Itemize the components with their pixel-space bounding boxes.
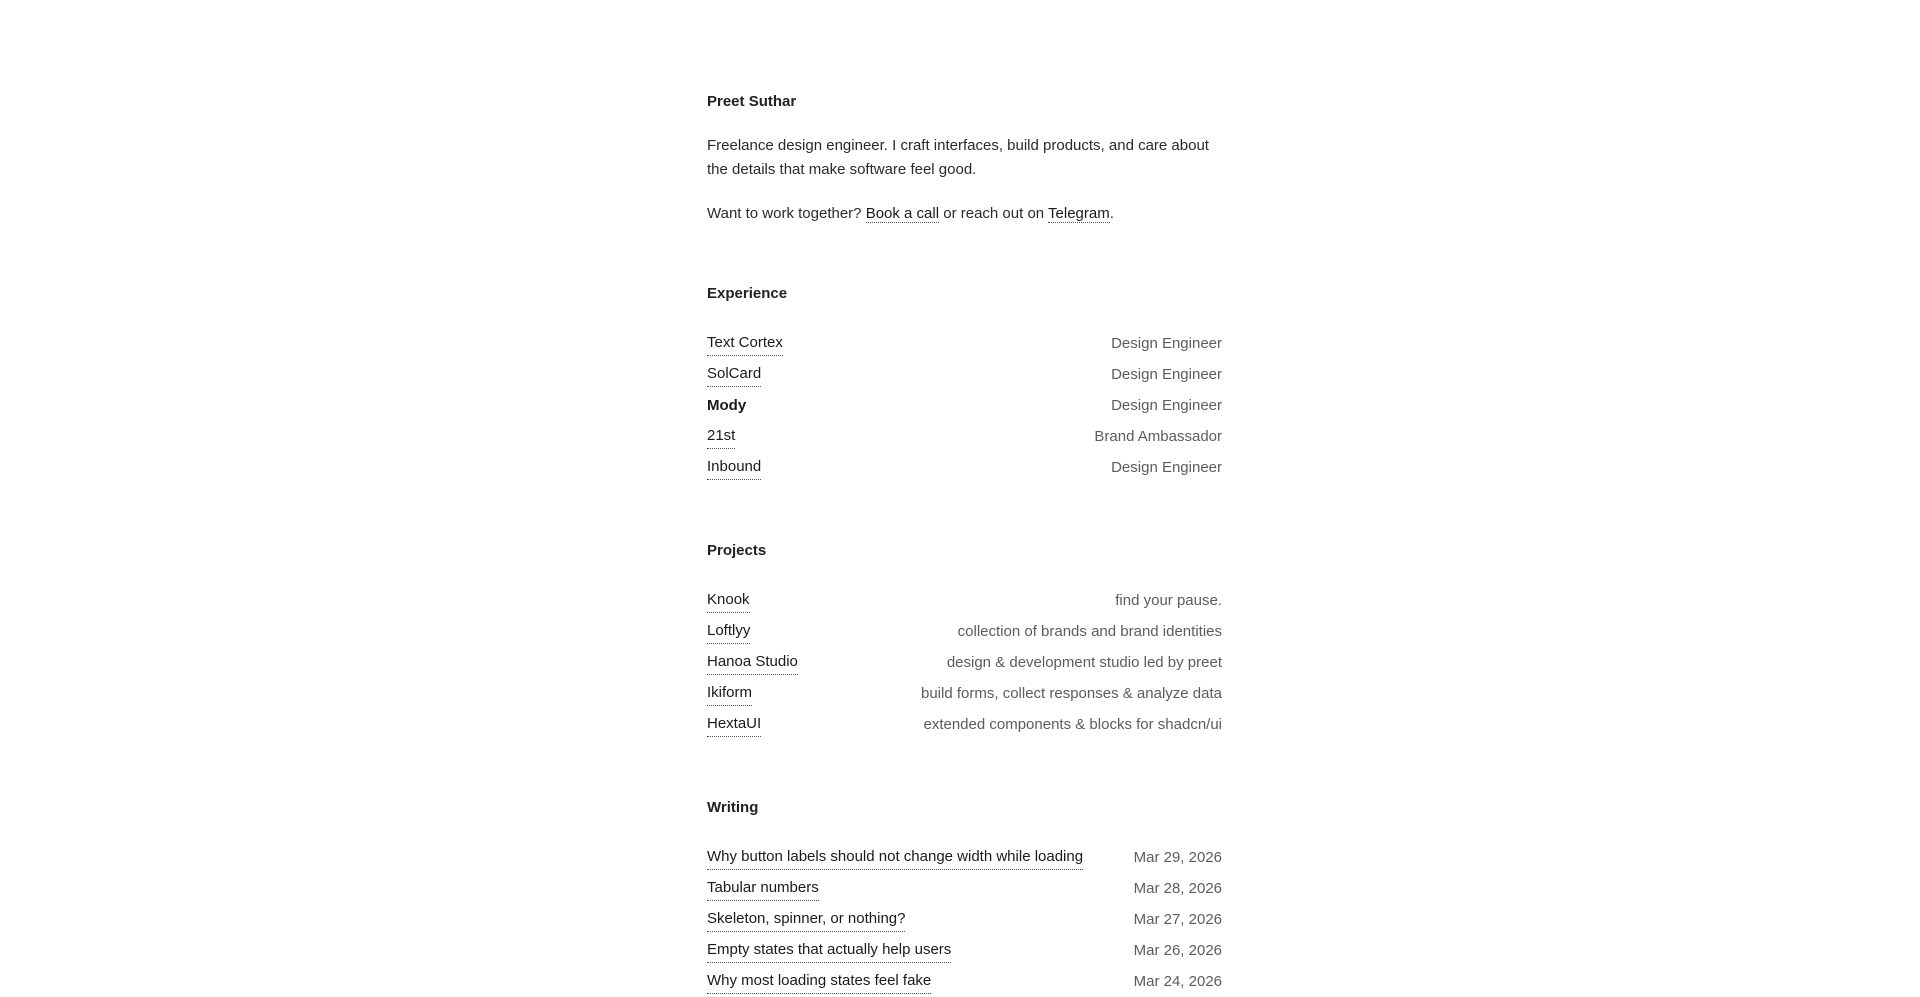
article-row [707, 873, 1222, 904]
article-link[interactable]: Skeleton, spinner, or nothing? [707, 907, 905, 932]
article-date: Mar 24, 2026 [1133, 972, 1222, 990]
project-link[interactable]: Loftlyy [707, 619, 750, 644]
experience-company-link[interactable]: SolCard [707, 362, 761, 387]
experience-role: Design Engineer [1111, 365, 1222, 383]
article-link[interactable]: Tabular numbers [707, 876, 819, 901]
projects-section [707, 539, 1222, 740]
article-link[interactable]: Empty states that actually help users [707, 938, 951, 963]
article-row [707, 966, 1222, 997]
contact-line [707, 202, 1222, 226]
profile-bio: Freelance design engineer. I craft interfaces, build products, and care about the details that make software feel good. [707, 137, 1209, 178]
experience-role: Design Engineer [1111, 458, 1222, 476]
project-link[interactable]: Knook [707, 588, 750, 613]
contact-suffix: . [1109, 205, 1114, 222]
project-description: build forms, collect responses & analyze data [921, 684, 1222, 702]
contact-middle: or reach out on [939, 205, 1049, 222]
project-row [707, 616, 1222, 647]
project-row [707, 709, 1222, 740]
project-row [707, 678, 1222, 709]
telegram-link[interactable]: Telegram [1048, 205, 1110, 222]
experience-row [707, 421, 1222, 452]
experience-row [707, 328, 1222, 359]
article-date: Mar 28, 2026 [1133, 879, 1222, 897]
writing-title: Writing [707, 799, 759, 816]
experience-company-link[interactable]: 21st [707, 424, 735, 449]
projects-list [707, 585, 1222, 740]
article-date: Mar 27, 2026 [1133, 910, 1222, 928]
experience-company: Mody [707, 396, 747, 414]
projects-title: Projects [707, 542, 767, 559]
project-row [707, 647, 1222, 678]
project-description: extended components & blocks for shadcn/ui [923, 715, 1222, 733]
project-link[interactable]: HextaUI [707, 712, 761, 737]
experience-row [707, 390, 1222, 421]
project-link[interactable]: Hanoa Studio [707, 650, 798, 675]
book-call-link[interactable]: Book a call [865, 205, 940, 222]
profile-name: Preet Suthar [707, 93, 797, 110]
article-link[interactable]: Why button labels should not change width while loading [707, 845, 1083, 870]
experience-section [707, 282, 1222, 483]
article-date: Mar 29, 2026 [1133, 848, 1222, 866]
experience-role: Design Engineer [1111, 396, 1222, 414]
experience-title: Experience [707, 285, 788, 302]
experience-company-link[interactable]: Text Cortex [707, 331, 783, 356]
experience-role: Design Engineer [1111, 334, 1222, 352]
article-link[interactable]: Why most loading states feel fake [707, 969, 931, 994]
contact-prefix: Want to work together? [707, 205, 866, 222]
experience-company-link[interactable]: Inbound [707, 455, 761, 480]
project-description: find your pause. [1115, 591, 1222, 609]
article-row [707, 904, 1222, 935]
experience-role: Brand Ambassador [1094, 427, 1222, 445]
experience-list [707, 328, 1222, 483]
experience-row [707, 452, 1222, 483]
project-link[interactable]: Ikiform [707, 681, 752, 706]
article-row [707, 935, 1222, 966]
project-row [707, 585, 1222, 616]
experience-row [707, 359, 1222, 390]
article-row [707, 842, 1222, 873]
writing-list [707, 842, 1222, 997]
main-content [707, 90, 1222, 997]
article-date: Mar 26, 2026 [1133, 941, 1222, 959]
project-description: collection of brands and brand identities [957, 622, 1222, 640]
project-description: design & development studio led by preet [946, 653, 1222, 671]
writing-section [707, 796, 1222, 997]
